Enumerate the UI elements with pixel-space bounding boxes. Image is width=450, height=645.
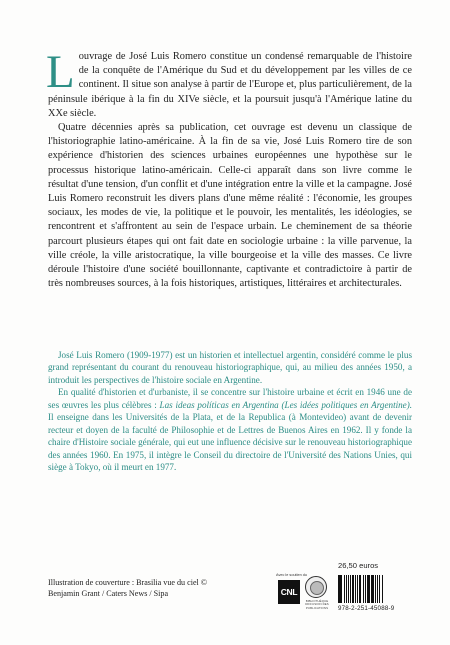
book-title-italic: Las ideas políticas en Argentina (Les idées politiques en Argentine). bbox=[159, 399, 413, 410]
cnl-logo: CNL bbox=[278, 580, 300, 604]
seal-caption: BIBLIOTHÈQUE DIFFUSION DES PUBLICATIONS bbox=[305, 599, 329, 610]
bio-paragraph-2 bbox=[48, 386, 412, 473]
bio-paragraph-2-part2: Il enseigne dans les Universités de la Plata, et de la Republica (à Montevideo) avant de devenir recteur et doyen de la faculté de Philosophie et de Lettres de Buenos Aires en 1962. Il y fonde la chaire d'Histoire sociale générale, qui eut une influence décisive sur le renouveau historiographique des années 1960. En 1975, il intègre le Conseil du directoire de l'Université des Nations Unies, qui siège à Tokyo, où il meurt en 1977. bbox=[48, 412, 412, 473]
cover-credit: Illustration de couverture : Brasilia vue du ciel © Benjamin Grant / Caters News / Sipa bbox=[48, 578, 207, 598]
publisher-seal-icon bbox=[305, 576, 327, 598]
barcode bbox=[338, 575, 406, 603]
bio-paragraph-1: José Luis Romero (1909-1977) est un historien et intellectuel argentin, considéré comme le plus grand représentant du courant du renouveau historiographique, qui, au milieu des années 1950, a introduit les perspectives de l'histoire sociale en Argentine. bbox=[48, 350, 412, 385]
summary-paragraph-2: Quatre décennies après sa publication, cet ouvrage est devenu un classique de l'historiographie latino-américaine. À la fin de sa vie, José Luis Romero tire de son expérience d'historien des sciences urbaines européennes une hypothèse sur le processus historique latino-américain. Celle-ci apparaît dans son livre comme le résultat d'une tension, d'un conflit et d'une intégration entre la ville et la campagne. José Luis Romero reconstruit les divers plans d'une même réalité : l'économie, les groupes sociaux, les modes de vie, la politique et le pouvoir, les mentalités, les idéologies, se rencontrent et s'affrontent au sein de l'espace urbain. Le cheminement de sa théorie parcourt plusieurs étapes qui ont fait date en sociologie urbaine : la ville parvenue, la ville créole, la ville aristocratique, la ville bourgeoise et la ville des masses. Ce livre déroule l'histoire d'une société bouillonnante, captivante et contradictoire à partir de très nombreuses sources, à la fois historiques, artistiques, littéraires et architecturales. bbox=[48, 122, 412, 290]
support-label: Avec le soutien du bbox=[276, 573, 307, 577]
summary-paragraph-1-text: ouvrage de José Luis Romero constitue un condensé remarquable de l'histoire de la conquête de l'Amérique du Sud et du développement par les villes de ce continent. Il situe son analyse à partir de l'Europe et, plus particulièrement, de la péninsule ibérique à la fin du XIVe siècle, et la poursuit jusqu'à l'Amérique latine du XXe siècle. bbox=[48, 51, 412, 119]
drop-cap: L bbox=[46, 46, 75, 98]
isbn: 978-2-251-45088-9 bbox=[338, 605, 395, 612]
summary-paragraph-1 bbox=[46, 46, 412, 121]
summary-text bbox=[46, 46, 412, 291]
author-bio bbox=[48, 349, 412, 474]
price: 26,50 euros bbox=[338, 561, 379, 570]
bio-paragraph-2-part1: En qualité d'historien et d'urbaniste, il se concentre sur l'histoire urbaine et écrit en 1946 une de ses œuvres les plus célèbres : bbox=[48, 387, 412, 410]
